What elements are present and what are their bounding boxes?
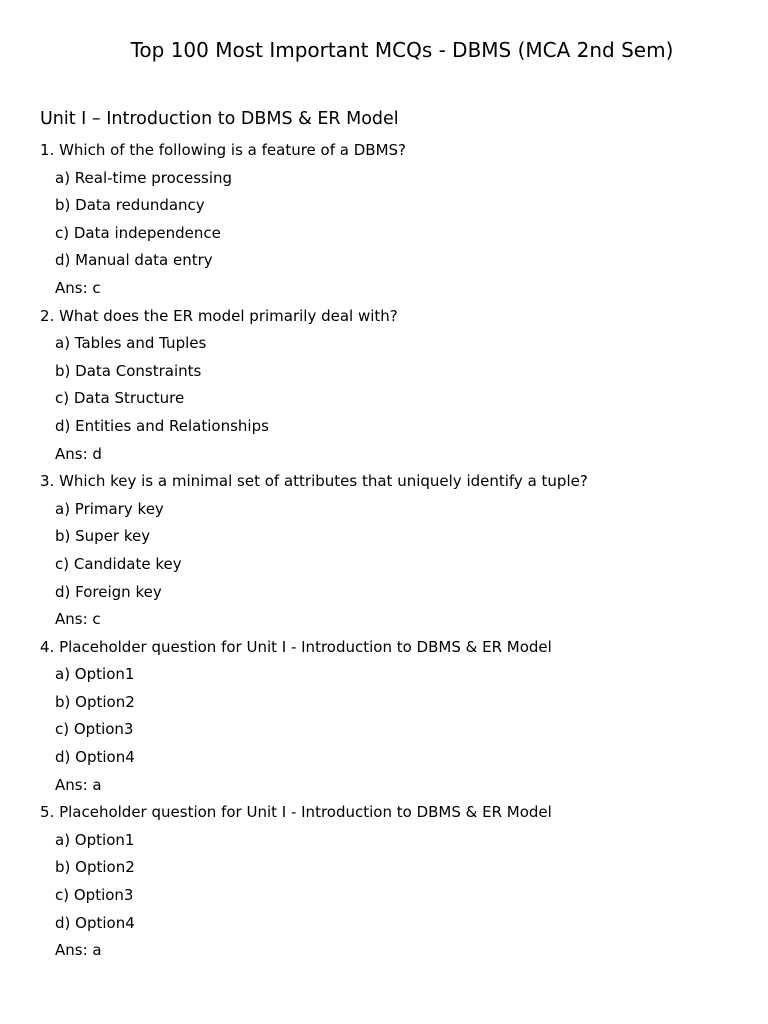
question-text: 4. Placeholder question for Unit I - Introduction to DBMS & ER Model: [40, 637, 552, 656]
page-title: Top 100 Most Important MCQs - DBMS (MCA 2nd Sem): [130, 38, 674, 62]
answer-text: Ans: c: [55, 278, 101, 297]
option-b: b) Super key: [55, 527, 151, 546]
option-b: b) Data Constraints: [55, 361, 202, 380]
option-c: c) Data independence: [55, 223, 221, 242]
question-text: 3. Which key is a minimal set of attributes that uniquely identify a tuple?: [40, 472, 588, 491]
option-a: a) Primary key: [55, 499, 164, 518]
question-text: 5. Placeholder question for Unit I - Introduction to DBMS & ER Model: [40, 803, 552, 822]
question-block: [40, 468, 740, 634]
question-text: 1. Which of the following is a feature of a DBMS?: [40, 141, 407, 159]
question-block: [40, 303, 740, 469]
option-b: b) Data redundancy: [55, 196, 205, 215]
answer-text: Ans: c: [55, 610, 101, 629]
option-d: d) Manual data entry: [55, 251, 213, 270]
option-c: c) Candidate key: [55, 554, 182, 573]
unit-heading: Unit I – Introduction to DBMS & ER Model: [40, 109, 399, 129]
option-d: d) Option4: [55, 913, 135, 932]
question-block: [40, 634, 740, 800]
option-a: a) Option1: [55, 665, 135, 684]
option-d: d) Entities and Relationships: [55, 416, 269, 435]
option-d: d) Option4: [55, 748, 135, 767]
option-a: a) Tables and Tuples: [55, 334, 207, 353]
question-list: [40, 137, 740, 965]
option-d: d) Foreign key: [55, 582, 162, 601]
option-a: a) Real-time processing: [55, 168, 233, 187]
option-a: a) Option1: [55, 830, 135, 849]
option-c: c) Option3: [55, 886, 134, 905]
option-c: c) Data Structure: [55, 389, 185, 408]
answer-text: Ans: d: [55, 444, 102, 463]
option-b: b) Option2: [55, 858, 135, 877]
answer-text: Ans: a: [55, 775, 102, 794]
question-text: 2. What does the ER model primarily deal with?: [40, 306, 398, 325]
option-c: c) Option3: [55, 720, 134, 739]
answer-text: Ans: a: [55, 941, 102, 960]
option-b: b) Option2: [55, 692, 135, 711]
question-block: [40, 137, 740, 303]
question-block: [40, 799, 740, 965]
